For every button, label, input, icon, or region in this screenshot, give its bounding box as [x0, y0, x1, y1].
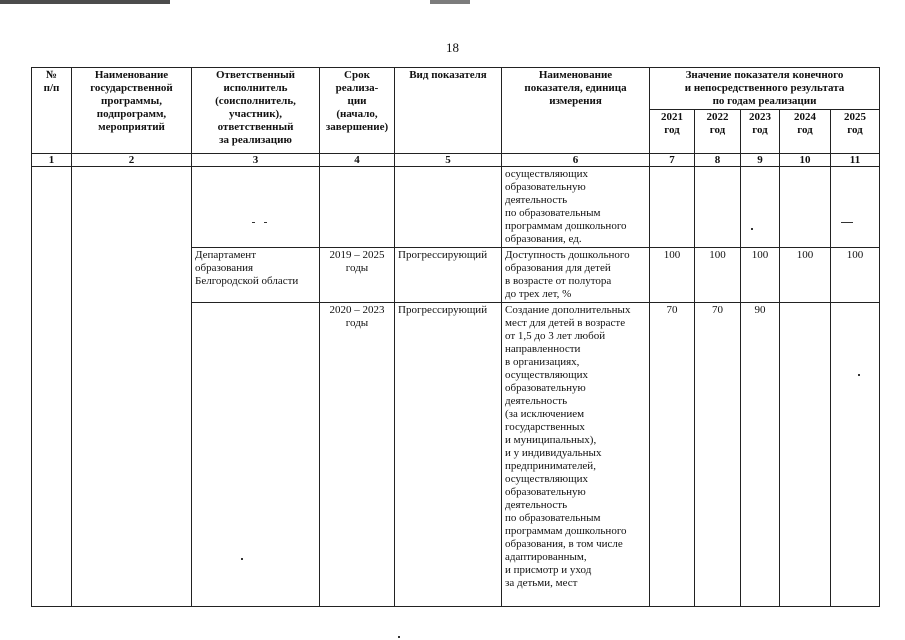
- row-value-2022: [695, 167, 741, 248]
- row-indicator-name-cell: Создание дополнительных мест для детей в возрасте от 1,5 до 3 лет любой направленности в организациях, осуществляющих образовательную деятельность (за исключением государственных и муниципальных), и у индивидуальных предпринимателей, осуществляющих образовательную деятельность по образовательным программам дошкольного образования, в том числе адаптированным, и присмотр и уход за детьми, мест: [502, 303, 650, 607]
- column-number: 8: [695, 154, 741, 167]
- row-indicator-name-cell: осуществляющих образовательную деятельность по образовательным программам дошкольного образования, ед.: [502, 167, 650, 248]
- row-value-2021: 100: [650, 248, 695, 303]
- row-value-2024: 100: [780, 248, 831, 303]
- row-value-2021: 70: [650, 303, 695, 607]
- row-value-2024: [780, 303, 831, 607]
- row-executor-cell: [192, 303, 320, 607]
- header-year-2024: 2024 год: [780, 110, 831, 154]
- row-executor-cell: [192, 167, 320, 248]
- header-year-2021: 2021 год: [650, 110, 695, 154]
- column-number: 7: [650, 154, 695, 167]
- row-value-2023: 90: [741, 303, 780, 607]
- header-indicator-type: Вид показателя: [395, 68, 502, 154]
- scan-speck: [841, 222, 853, 223]
- column-number: 10: [780, 154, 831, 167]
- row-value-2024: [780, 167, 831, 248]
- column-number: 11: [831, 154, 880, 167]
- column-number: 9: [741, 154, 780, 167]
- scan-speck: [858, 374, 860, 376]
- column-number: 4: [320, 154, 395, 167]
- header-year-2023: 2023 год: [741, 110, 780, 154]
- header-indicator-name: Наименование показателя, единица измерения: [502, 68, 650, 154]
- row-value-2023: 100: [741, 248, 780, 303]
- table-row: [32, 167, 880, 248]
- scan-speck: [398, 636, 400, 638]
- header-year-2025: 2025 год: [831, 110, 880, 154]
- row-executor-cell: Департамент образования Белгородской области: [192, 248, 320, 303]
- row-indicator-type-cell: Прогрессирующий: [395, 248, 502, 303]
- row-indicator-type-cell: [395, 167, 502, 248]
- row-value-2025: [831, 167, 880, 248]
- page-number: 18: [446, 40, 459, 55]
- row-indicator-name-cell: Доступность дошкольного образования для детей в возрасте от полутора до трех лет, %: [502, 248, 650, 303]
- column-number: 1: [32, 154, 72, 167]
- row-value-2022: 70: [695, 303, 741, 607]
- row-indicator-type-cell: Прогрессирующий: [395, 303, 502, 607]
- row-value-2021: [650, 167, 695, 248]
- scan-speck: [241, 558, 243, 560]
- header-executor: Ответственный исполнитель (соисполнитель, участник), ответственный за реализацию: [192, 68, 320, 154]
- column-number: 5: [395, 154, 502, 167]
- scan-speck: [751, 228, 753, 230]
- header-program: Наименование государственной программы, подпрограмм, мероприятий: [72, 68, 192, 154]
- row-value-2025: [831, 303, 880, 607]
- scan-top-edge: [0, 0, 905, 4]
- row-value-2023: [741, 167, 780, 248]
- header-values-group: Значение показателя конечного и непосредственного результата по годам реализации: [650, 68, 880, 110]
- header-num: № п/п: [32, 68, 72, 154]
- scan-speck: [252, 222, 255, 223]
- row-value-2022: 100: [695, 248, 741, 303]
- row-program-cell: [72, 167, 192, 607]
- row-value-2025: 100: [831, 248, 880, 303]
- row-term-cell: 2020 – 2023 годы: [320, 303, 395, 607]
- scan-speck: [264, 222, 267, 223]
- indicators-table: [31, 67, 880, 607]
- column-number: 3: [192, 154, 320, 167]
- column-number: 2: [72, 154, 192, 167]
- header-term: Срок реализа- ции (начало, завершение): [320, 68, 395, 154]
- column-number: 6: [502, 154, 650, 167]
- header-year-2022: 2022 год: [695, 110, 741, 154]
- row-num-cell: [32, 167, 72, 607]
- row-term-cell: [320, 167, 395, 248]
- row-term-cell: 2019 – 2025 годы: [320, 248, 395, 303]
